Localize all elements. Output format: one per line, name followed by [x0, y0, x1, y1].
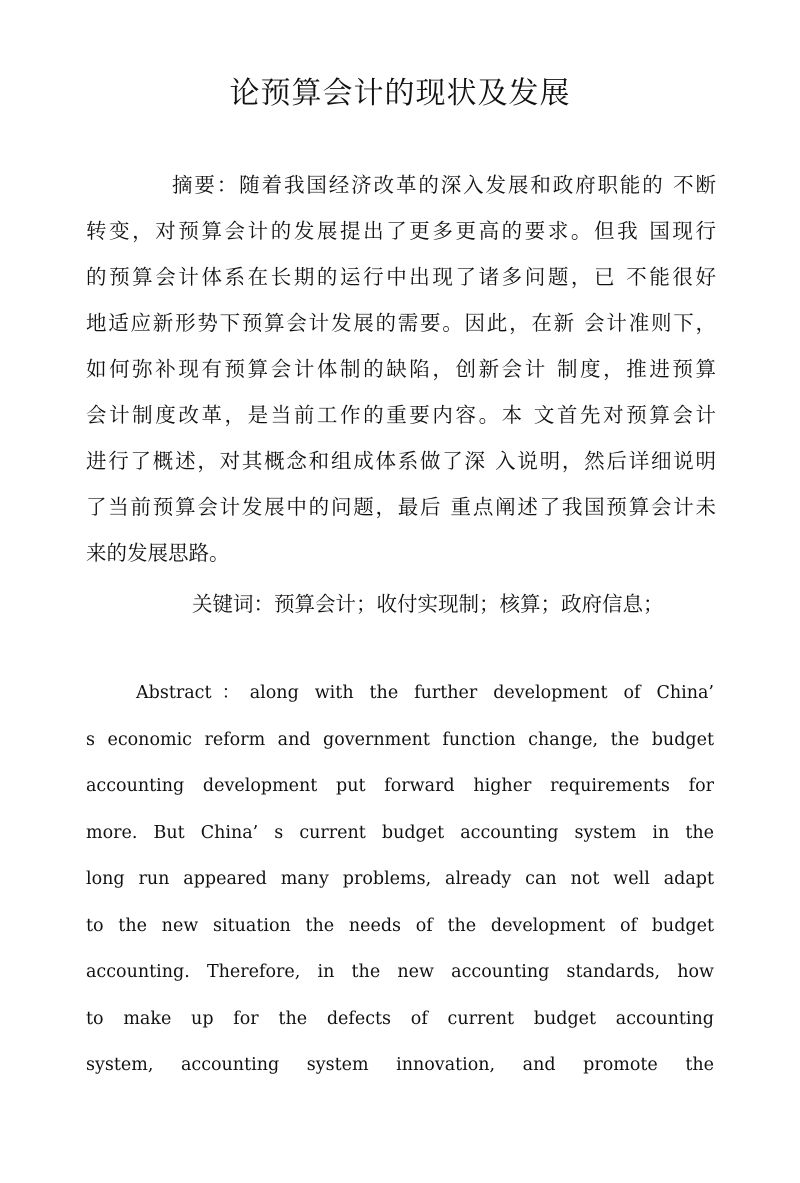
abstract-zh-line: 进行了概述，对其概念和组成体系做了深 入说明，然后详细说明	[86, 449, 716, 473]
abstract-zh-line: 摘要：随着我国经济改革的深入发展和政府职能的 不断	[172, 173, 716, 197]
abstract-en-line: accounting development put forward higher requirements for	[86, 776, 714, 796]
abstract-zh-line: 转变，对预算会计的发展提出了更多更高的要求。但我 国现行	[86, 219, 716, 243]
abstract-en-line: more. But China’ s current budget accounting system in the	[86, 822, 714, 843]
abstract-zh-line: 了当前预算会计发展中的问题，最后 重点阐述了我国预算会计未	[86, 495, 716, 519]
abstract-zh-line: 如何弥补现有预算会计体制的缺陷，创新会计 制度，推进预算	[86, 357, 716, 381]
abstract-en-line: to make up for the defects of current budget accounting	[86, 1008, 714, 1029]
abstract-zh-line: 的预算会计体系在长期的运行中出现了诸多问题，已 不能很好	[86, 265, 716, 289]
document-title: 论预算会计的现状及发展	[229, 76, 571, 111]
abstract-en-line: system, accounting system innovation, and promote the	[86, 1055, 714, 1075]
keywords-zh: 关键词：预算会计；收付实现制；核算；政府信息；	[192, 592, 664, 616]
abstract-en-line: accounting. Therefore, in the new accounting standards, how	[86, 962, 714, 982]
chinese-abstract	[86, 162, 716, 576]
english-abstract	[86, 670, 714, 1089]
abstract-zh-line: 会计制度改革，是当前工作的重要内容。本 文首先对预算会计	[86, 403, 716, 427]
abstract-en-line: Abstract：along with the further development of China’	[136, 683, 714, 703]
abstract-zh-line: 来的发展思路。	[86, 541, 230, 565]
abstract-zh-line: 地适应新形势下预算会计发展的需要。因此，在新 会计准则下，	[86, 311, 716, 335]
abstract-en-line: to the new situation the needs of the development of budget	[86, 915, 714, 936]
abstract-en-line: long run appeared many problems, already can not well adapt	[86, 869, 714, 889]
abstract-en-line: s economic reform and government function change, the budget	[86, 729, 714, 750]
